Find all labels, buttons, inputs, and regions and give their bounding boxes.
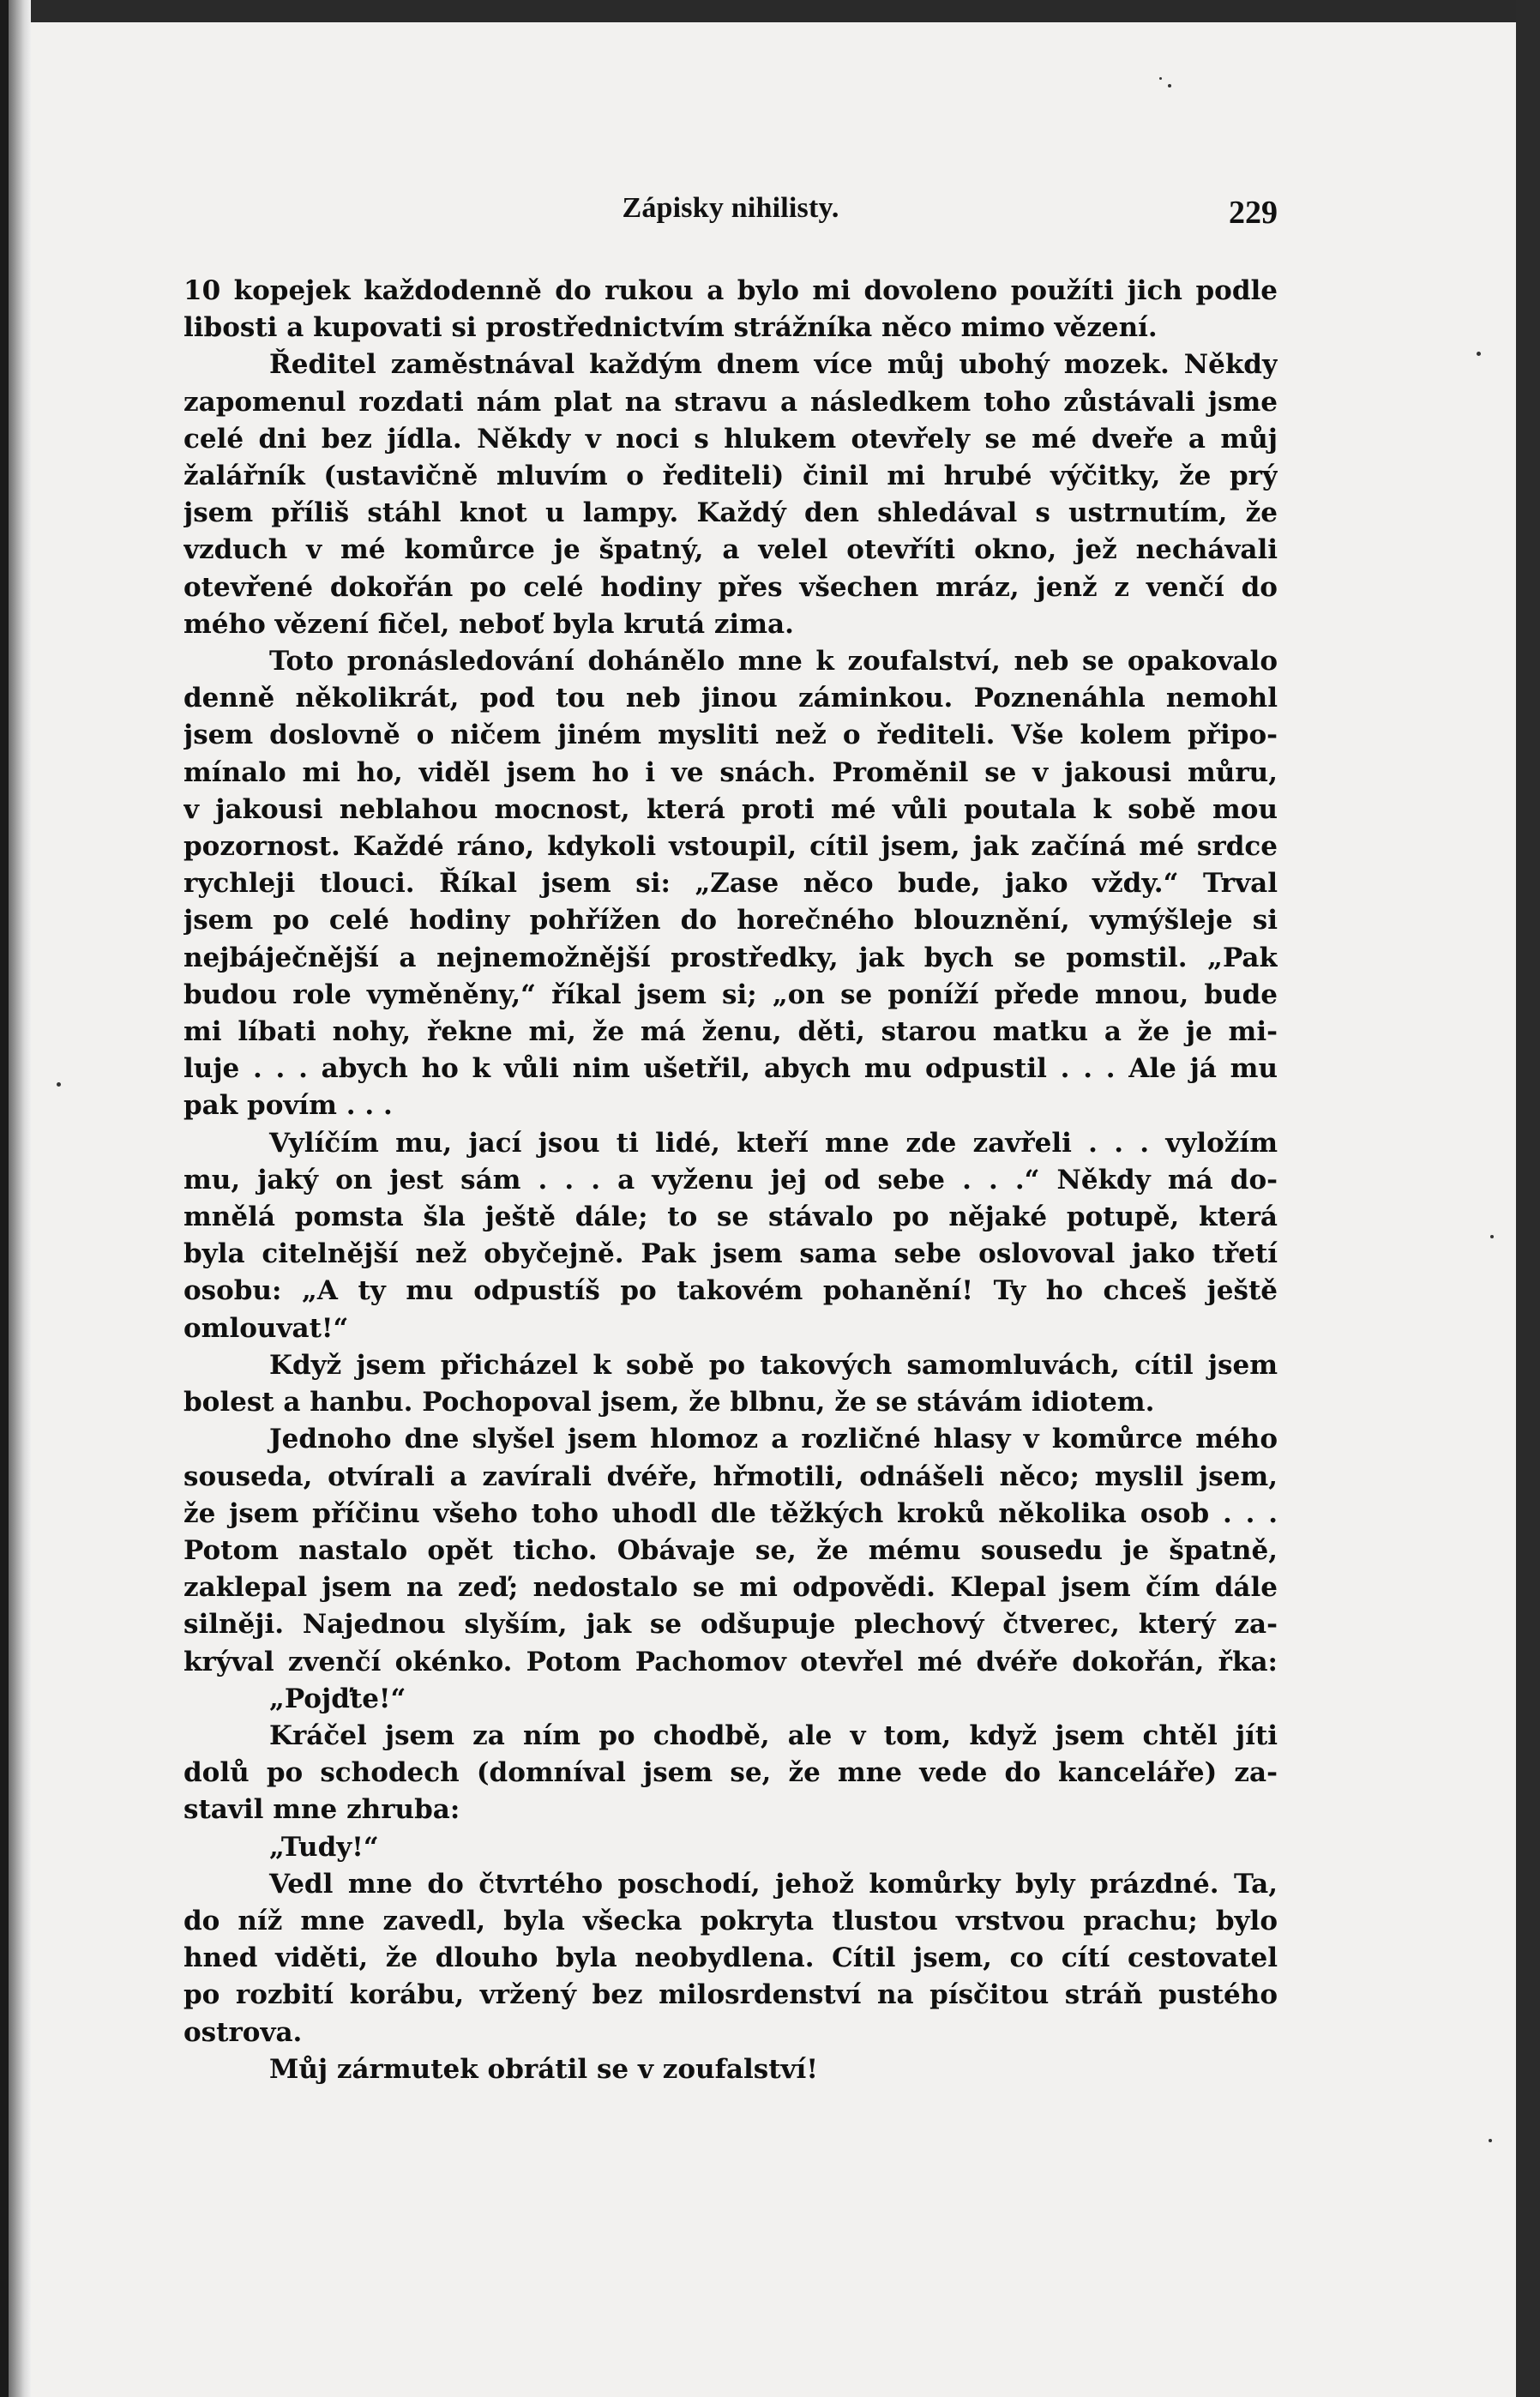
speck xyxy=(57,1082,61,1087)
scan-edge-left xyxy=(0,0,9,2397)
text-line: pak povím . . . xyxy=(183,1090,393,1122)
text-line: Jednoho dne slyšel jsem hlomoz a rozličné hlasy v komůrce mého xyxy=(269,1424,1278,1455)
text-line: rychleji tlouci. Říkal jsem si: „Zase něco bude, jako vždy.“ Trval xyxy=(183,868,1278,900)
text-line: mínalo mi ho, viděl jsem ho i ve snách. Proměnil se v jakousi můru, xyxy=(183,756,1278,788)
text-line: mu, jaký on jest sám . . . a vyženu jej od sebe . . .“ Někdy má do- xyxy=(183,1164,1278,1195)
text-line: Potom nastalo opět ticho. Obávaje se, že mému sousedu je špatně, xyxy=(183,1534,1278,1566)
text-line: Můj zármutek obrátil se v zoufalství! xyxy=(269,2053,818,2085)
text-line: žalářník (ustavičně mluvím o řediteli) činil mi hrubé výčitky, že prý xyxy=(183,461,1278,492)
text-line: ostrova. xyxy=(183,2016,303,2048)
text-line: pozornost. Každé ráno, kdykoli vstoupil, cítil jsem, jak začíná mé srdce xyxy=(183,831,1278,863)
text-line: mi líbati nohy, řekne mi, že má ženu, děti, starou matku a že je mi- xyxy=(183,1016,1278,1048)
text-line: budou role vyměněny,“ říkal jsem si; „on se poníží přede mnou, bude xyxy=(183,979,1278,1010)
text-line: zapomenul rozdati nám plat na stravu a následkem toho zůstávali jsme xyxy=(183,386,1278,418)
text-line: že jsem příčinu všeho toho uhodl dle těžkých kroků několika osob . . . xyxy=(183,1497,1278,1529)
text-line: Vylíčím mu, jací jsou ti lidé, kteří mne zde zavřeli . . . vyložím xyxy=(269,1127,1278,1159)
text-line: otevřené dokořán po celé hodiny přes všechen mráz, jenž z venčí do xyxy=(183,571,1278,603)
text-line: silněji. Najednou slyším, jak se odšupuje plechový čtverec, který za- xyxy=(183,1609,1278,1641)
text-line: do níž mne zavedl, byla všecka pokryta tlustou vrstvou prachu; bylo xyxy=(183,1905,1278,1936)
speck xyxy=(1477,352,1481,356)
text-line: mého vězení fičel, neboť byla krutá zima. xyxy=(183,608,794,640)
speck xyxy=(1489,2139,1492,2142)
text-line: Ředitel zaměstnával každým dnem více můj ubohý mozek. Někdy xyxy=(269,349,1278,381)
speck xyxy=(1159,77,1162,80)
text-line: Vedl mne do čtvrtého poschodí, jehož komůrky byly prázdné. Ta, xyxy=(269,1868,1278,1900)
text-line: souseda, otvírali a zavírali dvéře, hřmotili, odnášeli něco; myslil jsem, xyxy=(183,1460,1278,1492)
scan-edge-right xyxy=(1516,0,1540,2397)
text-line: jsem příliš stáhl knot u lampy. Každý den shledával s ustrnutím, že xyxy=(183,497,1278,529)
text-line: jsem doslovně o ničem jiném mysliti než o řediteli. Vše kolem připo- xyxy=(183,720,1278,751)
page-number: 229 xyxy=(1229,195,1278,231)
scan-edge-top xyxy=(0,0,1540,22)
text-line: libosti a kupovati si prostřednictvím strážníka něco mimo vězení. xyxy=(183,312,1158,344)
text-line: Kráčel jsem za ním po chodbě, ale v tom, když jsem chtěl jíti xyxy=(269,1719,1278,1751)
page-gutter-shadow xyxy=(9,0,31,2397)
text-line: bolest a hanbu. Pochopoval jsem, že blbnu, že se stávám idiotem. xyxy=(183,1387,1155,1418)
text-line: nejbáječnější a nejnemožnější prostředky, jak bych se pomstil. „Pak xyxy=(183,942,1278,973)
body-text xyxy=(183,273,1278,2088)
speck xyxy=(1168,84,1171,87)
text-line: jsem po celé hodiny pohřížen do horečného blouznění, vymýšleje si xyxy=(183,905,1278,937)
text-line: zaklepal jsem na zeď; nedostalo se mi odpovědi. Klepal jsem čím dále xyxy=(183,1572,1278,1604)
text-line: byla citelnější než obyčejně. Pak jsem sama sebe oslovoval jako třetí xyxy=(183,1238,1278,1270)
text-line: mnělá pomsta šla ještě dále; to se stávalo po nějaké potupě, která xyxy=(183,1202,1278,1233)
text-line: celé dni bez jídla. Někdy v noci s hlukem otevřely se mé dveře a můj xyxy=(183,423,1278,455)
text-line: omlouvat!“ xyxy=(183,1312,349,1344)
text-line: krýval zvenčí okénko. Potom Pachomov otevřel mé dvéře dokořán, řka: xyxy=(183,1646,1278,1677)
text-line: v jakousi neblahou mocnost, která proti mé vůli poutala k sobě mou xyxy=(183,793,1278,825)
text-line: „Tudy!“ xyxy=(269,1831,379,1863)
page-header xyxy=(183,184,1278,235)
text-line: po rozbití korábu, vržený bez milosrdenství na písčitou stráň pustého xyxy=(183,1979,1278,2011)
text-line: stavil mne zhruba: xyxy=(183,1794,460,1826)
text-line: 10 kopejek každodenně do rukou a bylo mi dovoleno použíti jich podle xyxy=(183,275,1278,306)
text-line: osobu: „A ty mu odpustíš po takovém pohanění! Ty ho chceš ještě xyxy=(183,1275,1278,1307)
running-title: Zápisky nihilisty. xyxy=(622,192,839,224)
text-line: luje . . . abych ho k vůli nim ušetřil, abych mu odpustil . . . Ale já mu xyxy=(183,1053,1278,1085)
text-line: dolů po schodech (domníval jsem se, že mne vede do kanceláře) za- xyxy=(183,1757,1278,1789)
text-line: Když jsem přicházel k sobě po takových samomluvách, cítil jsem xyxy=(269,1349,1278,1381)
speck xyxy=(1490,1235,1494,1238)
text-line: hned viděti, že dlouho byla neobydlena. Cítil jsem, co cítí cestovatel xyxy=(183,1942,1278,1974)
text-line: denně několikrát, pod tou neb jinou záminkou. Poznenáhla nemohl xyxy=(183,683,1278,714)
text-line: Toto pronásledování dohánělo mne k zoufalství, neb se opakovalo xyxy=(269,646,1278,678)
text-line: „Pojďte!“ xyxy=(269,1683,406,1714)
text-line: vzduch v mé komůrce je špatný, a velel otevříti okno, jež nechávali xyxy=(183,534,1278,566)
